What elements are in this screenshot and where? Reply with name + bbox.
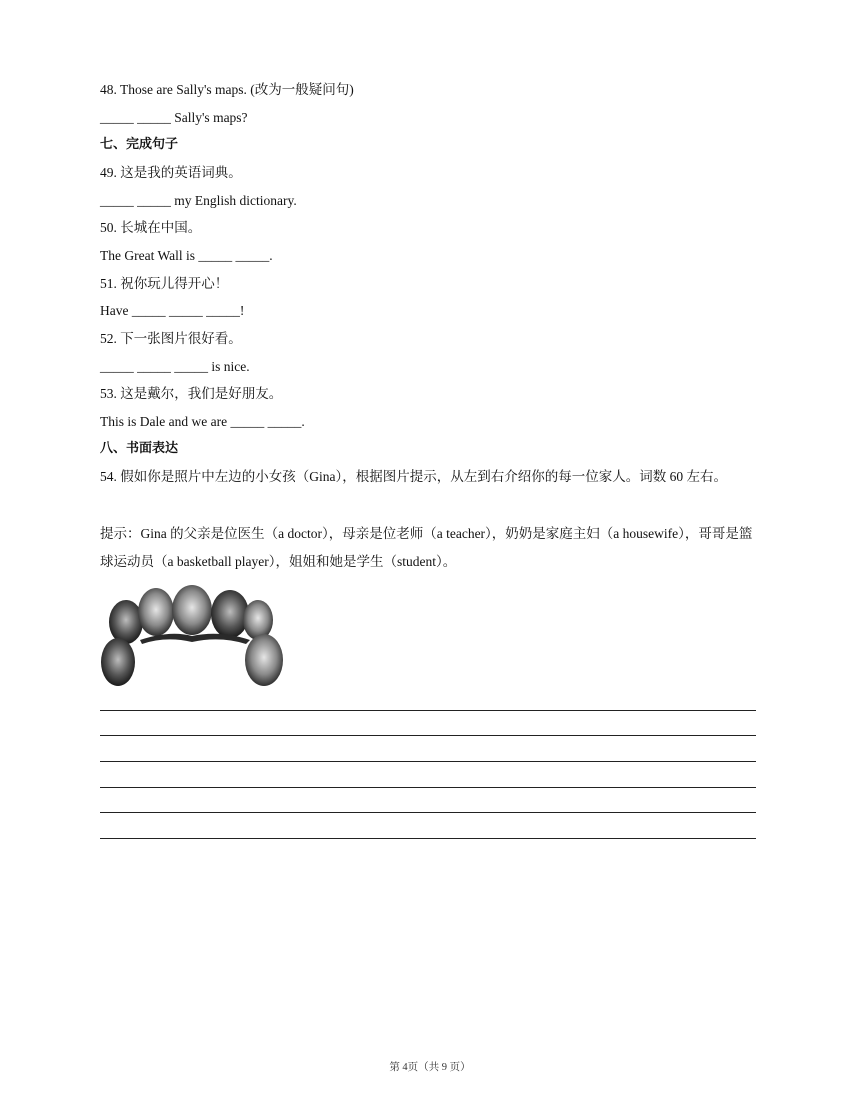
family-photo: [100, 582, 286, 688]
q51-answer: Have _____ _____ _____!: [100, 303, 245, 318]
q48-answer: _____ _____ Sally's maps?: [100, 110, 248, 125]
answer-line-3[interactable]: [100, 761, 756, 762]
page-footer: 第 4页（共 9 页）: [389, 1062, 471, 1073]
q48-prompt: 48. Those are Sally's maps. (改为一般疑问句): [100, 82, 354, 97]
answer-line-2[interactable]: [100, 735, 756, 736]
q52-prompt: 52. 下一张图片很好看。: [100, 331, 242, 346]
q50-prompt: 50. 长城在中国。: [100, 220, 202, 235]
q52-answer: _____ _____ _____ is nice.: [100, 359, 250, 374]
q53-answer: This is Dale and we are _____ _____.: [100, 414, 305, 429]
q54-prompt: 54. 假如你是照片中左边的小女孩（Gina），根据图片提示，从左到右介绍你的每一位家人。词数 60 左右。: [100, 469, 727, 484]
q54-hint: 提示：Gina 的父亲是位医生（a doctor），母亲是位老师（a teacher），奶奶是家庭主妇（a housewife），哥哥是篮球运动员（a basketball player），姐姐和她是学生（student）。: [100, 526, 753, 569]
answer-line-1[interactable]: [100, 710, 756, 711]
answer-line-4[interactable]: [100, 787, 756, 788]
section-heading-7: 七、完成句子: [100, 137, 179, 152]
q50-answer: The Great Wall is _____ _____.: [100, 248, 273, 263]
section-heading-8: 八、书面表达: [100, 441, 179, 456]
answer-line-6[interactable]: [100, 838, 756, 839]
q53-prompt: 53. 这是戴尔，我们是好朋友。: [100, 386, 283, 401]
q49-prompt: 49. 这是我的英语词典。: [100, 165, 242, 180]
q51-prompt: 51. 祝你玩儿得开心！: [100, 276, 229, 291]
q49-answer: _____ _____ my English dictionary.: [100, 193, 297, 208]
answer-line-5[interactable]: [100, 812, 756, 813]
